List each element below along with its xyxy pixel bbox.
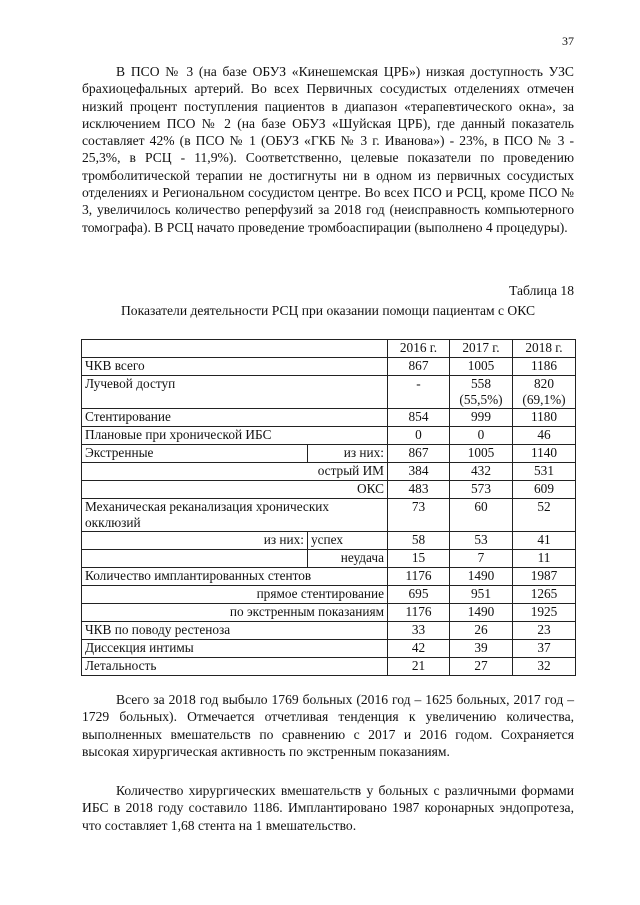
- cell-2017: 999: [450, 409, 513, 427]
- year-2017-header: 2017 г.: [450, 340, 513, 358]
- cell-2018: 23: [513, 622, 576, 640]
- table-row: [82, 445, 576, 463]
- cell-2018: 820 (69,1%): [513, 376, 576, 409]
- cell-2016: 33: [388, 622, 450, 640]
- paragraph-interventions: Количество хирургических вмешательств у больных с различными формами ИБС в 2018 году составило 1186. Имплантировано 1987 коронарных эндопротеза, что составляет 1,68 стента на 1 вмешательство.: [82, 783, 574, 833]
- cell-2016: 0: [388, 427, 450, 445]
- table-row: [82, 568, 576, 586]
- cell-2017: 432: [450, 463, 513, 481]
- cell-2018: 46: [513, 427, 576, 445]
- cell-2018: 1987: [513, 568, 576, 586]
- table-row: [82, 409, 576, 427]
- paragraph-discharged: Всего за 2018 год выбыло 1769 больных (2016 год – 1625 больных, 2017 год – 1729 больных). Отмечается отчетливая тенденция к увеличению количества, выполненных вмешательств по сравнению с 2017 и 2016 годом. Сохраняется высокая хирургическая активность по экстренным показаниям.: [82, 692, 574, 759]
- table-row: [82, 532, 576, 550]
- cell-2018: 11: [513, 550, 576, 568]
- cell-2018: 52: [513, 499, 576, 532]
- table-row: [82, 640, 576, 658]
- cell-2016: 1176: [388, 604, 450, 622]
- rsc-indicators-table: [81, 339, 576, 676]
- cell-2017: 1490: [450, 604, 513, 622]
- cell-2016: 21: [388, 658, 450, 676]
- table-row: [82, 358, 576, 376]
- table-row: [82, 604, 576, 622]
- row-label: ЧКВ всего: [82, 358, 388, 376]
- table-row: [82, 376, 576, 409]
- table-row: [82, 550, 576, 568]
- cell-2018: 1180: [513, 409, 576, 427]
- cell-2017: 558 (55,5%): [450, 376, 513, 409]
- table-caption-title: Показатели деятельности РСЦ при оказании помощи пациентам с ОКС: [120, 303, 536, 318]
- cell-2016: 483: [388, 481, 450, 499]
- row-label: острый ИМ: [82, 463, 388, 481]
- row-label: Летальность: [82, 658, 388, 676]
- row-sublabel: неудача: [308, 550, 388, 568]
- cell-2016: 854: [388, 409, 450, 427]
- cell-2018: 1265: [513, 586, 576, 604]
- row-label: Стентирование: [82, 409, 388, 427]
- cell-2017: 951: [450, 586, 513, 604]
- cell-2017: 0: [450, 427, 513, 445]
- table-row: [82, 622, 576, 640]
- cell-2017: 53: [450, 532, 513, 550]
- table-header-row: [82, 340, 576, 358]
- cell-2016: 867: [388, 358, 450, 376]
- cell-2016: 42: [388, 640, 450, 658]
- row-sublabel: из них:: [308, 445, 388, 463]
- page-number: 37: [562, 34, 574, 48]
- cell-2016: 73: [388, 499, 450, 532]
- row-label: из них:: [82, 532, 308, 550]
- cell-2018: 32: [513, 658, 576, 676]
- table-row: [82, 463, 576, 481]
- cell-2018: 609: [513, 481, 576, 499]
- row-label: ОКС: [82, 481, 388, 499]
- cell-2017: 573: [450, 481, 513, 499]
- cell-2017: 1005: [450, 445, 513, 463]
- row-label: Количество имплантированных стентов: [82, 568, 388, 586]
- row-label: по экстренным показаниям: [82, 604, 388, 622]
- row-empty-cell: [82, 550, 308, 568]
- cell-2017: 1005: [450, 358, 513, 376]
- row-label: ЧКВ по поводу рестеноза: [82, 622, 388, 640]
- cell-2017: 7: [450, 550, 513, 568]
- row-label: Экстренные: [82, 445, 308, 463]
- table-row: [82, 427, 576, 445]
- row-label: Диссекция интимы: [82, 640, 388, 658]
- row-label: Лучевой доступ: [82, 376, 388, 409]
- year-2018-header: 2018 г.: [513, 340, 576, 358]
- cell-2018: 1925: [513, 604, 576, 622]
- row-label: прямое стентирование: [82, 586, 388, 604]
- cell-2017: 27: [450, 658, 513, 676]
- cell-2016: 1176: [388, 568, 450, 586]
- cell-2017: 39: [450, 640, 513, 658]
- table-row: [82, 586, 576, 604]
- cell-2016: 15: [388, 550, 450, 568]
- year-2016-header: 2016 г.: [388, 340, 450, 358]
- row-label: Механическая реканализация хронических окклюзий: [82, 499, 388, 532]
- cell-2018: 37: [513, 640, 576, 658]
- cell-2016: 695: [388, 586, 450, 604]
- cell-2017: 1490: [450, 568, 513, 586]
- cell-2016: 384: [388, 463, 450, 481]
- cell-2018: 531: [513, 463, 576, 481]
- table-caption-number: Таблица 18: [509, 283, 574, 298]
- cell-2018: 41: [513, 532, 576, 550]
- paragraph-pso: В ПСО № 3 (на базе ОБУЗ «Кинешемская ЦРБ») низкая доступность УЗС брахиоцефальных артерий. Во всех Первичных сосудистых отделениях отмечен низкий процент поступления пациентов в диапазон «терапевтического окна», за исключением ПСО № 2 (на базе ОБУЗ «Шуйская ЦРБ), где данный показатель составляет 42% (в ПСО № 1 (ОБУЗ «ГКБ № 3 г. Иванова») - 23%, в ПСО № 3 - 25,3%, в РСЦ - 11,9%). Соответственно, целевые показатели по проведению тромболитической терапии не достигнуты ни в одном из первичных сосудистых отделениях и Региональном сосудистом центре. Во всех ПСО и РСЦ, кроме ПСО № 3, увеличилось количество реперфузий за 2018 год (неисправность компьютерного томографа). В РСЦ начато проведение тромбоаспирации (выполнено 4 процедуры).: [82, 64, 574, 235]
- row-label: Плановые при хронической ИБС: [82, 427, 388, 445]
- cell-2017: 60: [450, 499, 513, 532]
- cell-2018: 1140: [513, 445, 576, 463]
- cell-2016: 867: [388, 445, 450, 463]
- cell-2016: -: [388, 376, 450, 409]
- table-row: [82, 481, 576, 499]
- cell-2017: 26: [450, 622, 513, 640]
- row-sublabel: успех: [308, 532, 388, 550]
- header-empty-cell: [82, 340, 388, 358]
- cell-2016: 58: [388, 532, 450, 550]
- table-row: [82, 658, 576, 676]
- cell-2018: 1186: [513, 358, 576, 376]
- table-row: [82, 499, 576, 532]
